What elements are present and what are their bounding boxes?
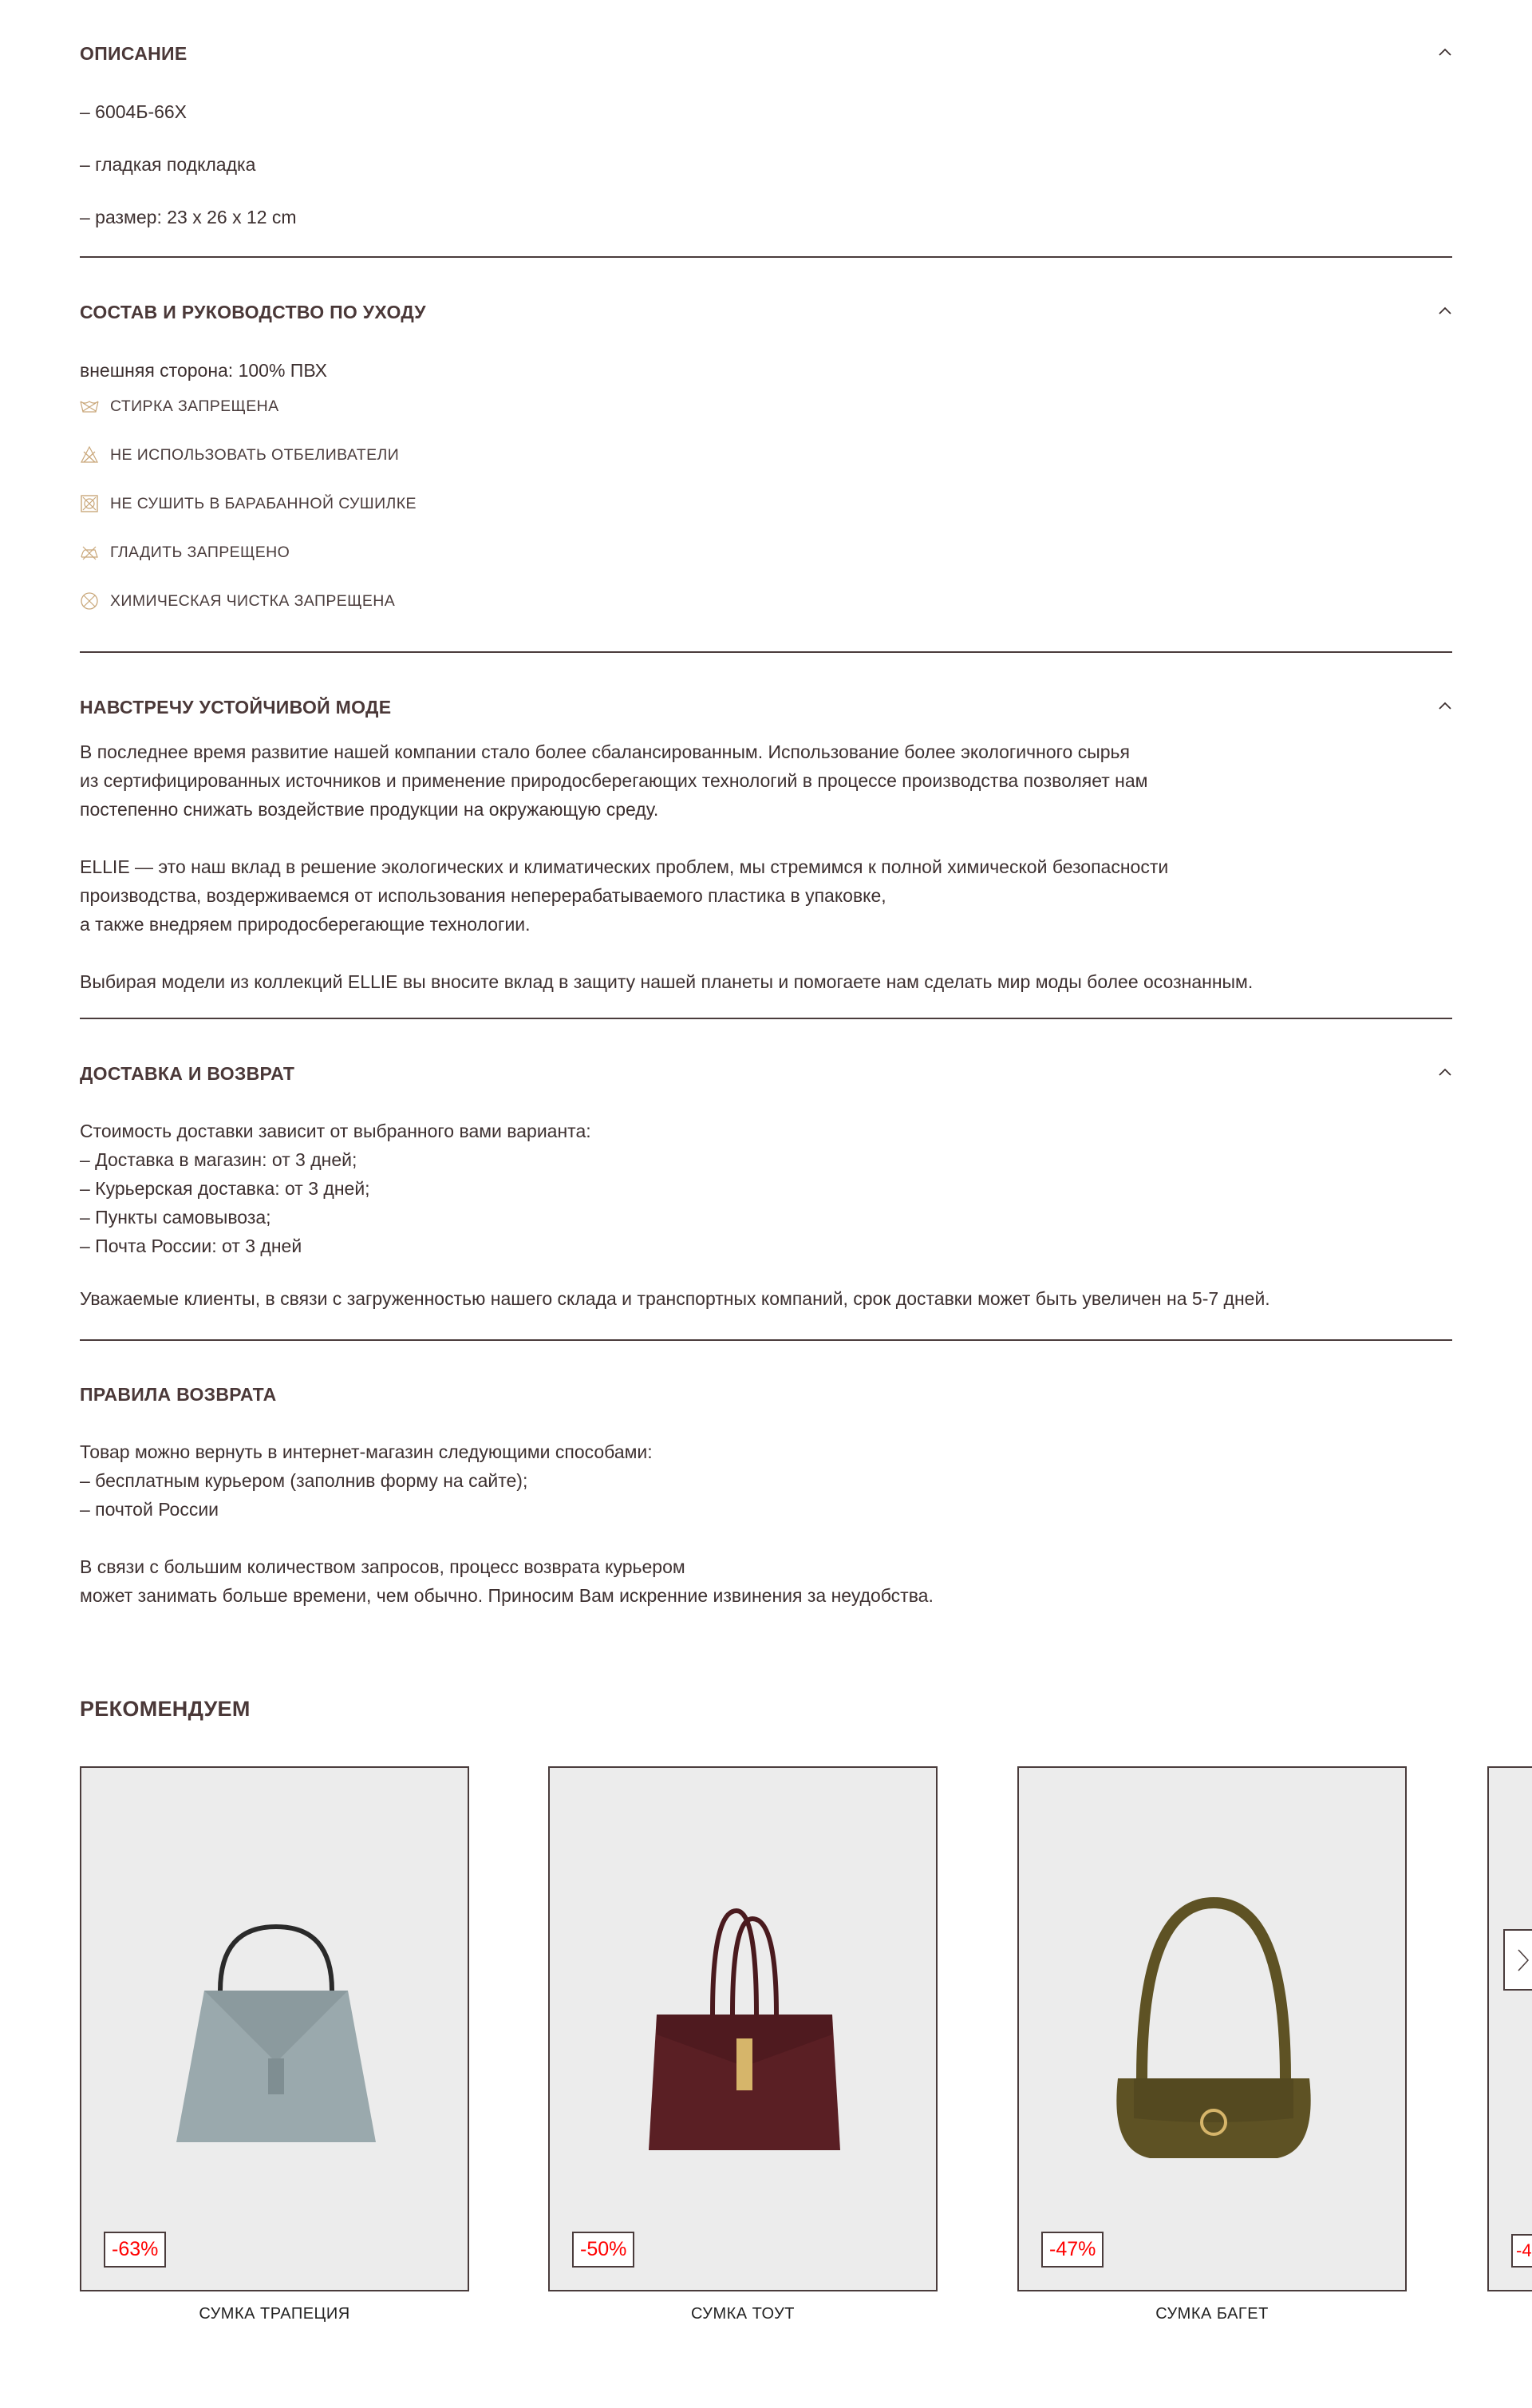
discount-badge: -50%: [572, 2232, 634, 2268]
delivery-section: [80, 1063, 1452, 1313]
returns-note: В связи с большим количеством запросов, процесс возврата курьером: [80, 1556, 685, 1577]
chevron-up-icon[interactable]: [1438, 304, 1452, 318]
delivery-line: Стоимость доставки зависит от выбранного вами варианта:: [80, 1121, 591, 1141]
returns-title: ПРАВИЛА ВОЗВРАТА: [80, 1384, 277, 1405]
delivery-line: – Пункты самовывоза;: [80, 1207, 271, 1228]
no-wash-icon: [80, 397, 99, 416]
carousel-next-button[interactable]: [1503, 1929, 1532, 1991]
divider: [80, 256, 1452, 258]
product-card[interactable]: [1487, 1766, 1532, 2291]
care-label: НЕ СУШИТЬ В БАРАБАННОЙ СУШИЛКЕ: [110, 494, 417, 512]
description-section: [80, 43, 1452, 231]
care-item: [80, 540, 1452, 564]
paragraph-line: производства, воздерживаемся от использования неперерабатываемого пластика в упаковке,: [80, 885, 886, 906]
chevron-right-icon: [1518, 1948, 1529, 1972]
delivery-title[interactable]: ДОСТАВКА И ВОЗВРАТ: [80, 1063, 295, 1084]
care-label: ГЛАДИТЬ ЗАПРЕЩЕНО: [110, 543, 290, 561]
no-tumble-dry-icon: [80, 494, 99, 513]
paragraph-line: В последнее время развитие нашей компании стало более сбалансированным. Использование более экологичного сырья: [80, 741, 1130, 762]
paragraph-line: а также внедряем природосберегающие технологии.: [80, 914, 531, 935]
product-card[interactable]: [80, 1766, 469, 2291]
product-image-tote-bag: [617, 1879, 872, 2182]
product-name[interactable]: СУМКА ТОУТ: [690, 2305, 796, 2323]
returns-line: – почтой России: [80, 1499, 219, 1520]
product-card[interactable]: [1017, 1766, 1407, 2291]
chevron-up-icon[interactable]: [1438, 1066, 1452, 1080]
care-item: [80, 443, 1452, 467]
care-label: НЕ ИСПОЛЬЗОВАТЬ ОТБЕЛИВАТЕЛИ: [110, 445, 400, 464]
returns-line: – бесплатным курьером (заполнив форму на сайте);: [80, 1470, 528, 1491]
chevron-up-icon[interactable]: [1438, 45, 1452, 60]
divider: [80, 1018, 1452, 1019]
returns-section: [80, 1384, 1452, 1610]
product-name[interactable]: СУМКА ТРАПЕЦИЯ: [199, 2305, 350, 2323]
composition-title[interactable]: СОСТАВ И РУКОВОДСТВО ПО УХОДУ: [80, 302, 426, 322]
paragraph-line: ELLIE — это наш вклад в решение экологических и климатических проблем, мы стремимся к полной химической безопасности: [80, 856, 1169, 877]
chevron-up-icon[interactable]: [1438, 699, 1452, 714]
divider: [80, 1339, 1452, 1341]
care-item: [80, 492, 1452, 516]
paragraph-line: из сертифицированных источников и применение природосберегающих технологий в процессе производства позволяет нам: [80, 770, 1148, 791]
returns-line: Товар можно вернуть в интернет-магазин следующими способами:: [80, 1441, 653, 1462]
description-item: – 6004Б-66Х: [80, 101, 188, 122]
care-label: ХИМИЧЕСКАЯ ЧИСТКА ЗАПРЕЩЕНА: [110, 591, 396, 610]
discount-badge: -4: [1511, 2234, 1532, 2268]
divider: [80, 651, 1452, 653]
paragraph-line: Выбирая модели из коллекций ELLIE вы вносите вклад в защиту нашей планеты и помогаете нам сделать мир моды более осознанным.: [80, 971, 1254, 992]
product-image-baguette-bag: [1086, 1879, 1341, 2182]
delivery-line: – Курьерская доставка: от 3 дней;: [80, 1178, 370, 1199]
no-dry-clean-icon: [80, 591, 99, 611]
delivery-note: Уважаемые клиенты, в связи с загруженностью нашего склада и транспортных компаний, срок доставки может быть увеличен на 5-7 дней.: [80, 1288, 1270, 1309]
product-image-trapeze-bag: [148, 1879, 404, 2182]
paragraph-line: постепенно снижать воздействие продукции на окружающую среду.: [80, 799, 659, 820]
product-card[interactable]: [548, 1766, 938, 2291]
description-item: – размер: 23 x 26 x 12 cm: [80, 207, 297, 227]
composition-section: [80, 302, 1452, 613]
description-title[interactable]: ОПИСАНИЕ: [80, 43, 188, 64]
description-item: – гладкая подкладка: [80, 154, 256, 175]
no-iron-icon: [80, 543, 99, 562]
no-bleach-icon: [80, 445, 99, 465]
discount-badge: -47%: [1041, 2232, 1104, 2268]
product-name[interactable]: СУМКА БАГЕТ: [1155, 2305, 1269, 2323]
recommend-title: РЕКОМЕНДУЕМ: [80, 1697, 251, 1721]
delivery-line: – Доставка в магазин: от 3 дней;: [80, 1149, 357, 1170]
sustainable-section: [80, 697, 1452, 996]
delivery-line: – Почта России: от 3 дней: [80, 1236, 302, 1256]
composition-material: внешняя сторона: 100% ПВХ: [80, 360, 328, 381]
care-item: [80, 394, 1452, 418]
care-label: СТИРКА ЗАПРЕЩЕНА: [110, 397, 279, 415]
discount-badge: -63%: [104, 2232, 166, 2268]
care-item: [80, 589, 1452, 613]
returns-note: может занимать больше времени, чем обычно. Приносим Вам искренние извинения за неудобства.: [80, 1585, 934, 1606]
sustainable-title[interactable]: НАВСТРЕЧУ УСТОЙЧИВОЙ МОДЕ: [80, 697, 392, 718]
